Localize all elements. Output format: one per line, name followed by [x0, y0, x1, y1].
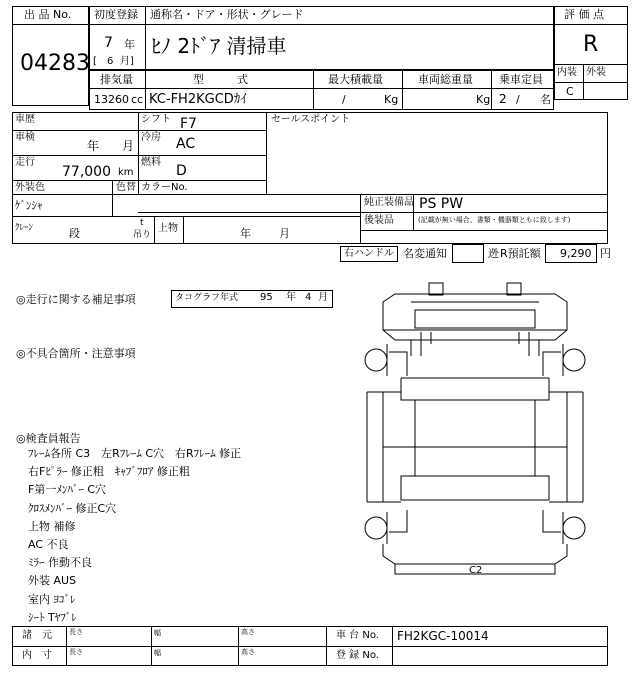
- displacement-value: 13260: [94, 93, 129, 106]
- first-reg-month-unit: 月]: [120, 56, 134, 67]
- first-reg-year: 7: [104, 35, 113, 51]
- interior-score: C: [566, 85, 574, 98]
- recycle-amount: 9,290: [560, 247, 592, 260]
- inner-label: 内 寸: [22, 650, 52, 661]
- yen-unit: 円: [600, 247, 611, 260]
- fuel-value: D: [176, 163, 187, 179]
- model-label: 型 式: [193, 73, 248, 86]
- body-month-unit: 月: [279, 227, 290, 240]
- tacho-label: タコグラフ年式: [175, 293, 239, 303]
- after-label: 後装品: [364, 215, 394, 226]
- gross-weight-label: 車両総重量: [418, 73, 473, 86]
- lot-number: 04283: [20, 51, 90, 76]
- mileage-value: 77,000: [62, 164, 111, 180]
- first-reg-month: 6: [107, 56, 114, 67]
- crane-t: t: [140, 218, 144, 228]
- inspector-report-line: 外装 AUS: [28, 574, 77, 588]
- tacho-month: 4: [305, 292, 312, 303]
- chassis-value: FH2KGC-10014: [397, 629, 489, 643]
- load-label: 最大積載量: [328, 73, 383, 86]
- inspection-label: 車検: [15, 132, 35, 143]
- chassis-label: 車 台 No.: [336, 630, 379, 641]
- driving-notes-label: ◎走行に関する補足事項: [16, 293, 136, 306]
- inspection-year-unit: 年: [87, 139, 100, 153]
- crane-label: ｸﾚｰﾝ: [15, 223, 34, 233]
- inspector-report-line: F第一ﾒﾝﾊﾞｰ C穴: [28, 483, 107, 497]
- tacho-year-unit: 年: [286, 292, 296, 303]
- history-label: 車歴: [15, 114, 35, 125]
- inspector-report-line: 上物 補修: [28, 519, 76, 533]
- height-label-2: 高さ: [241, 648, 255, 656]
- capacity-slash: /: [516, 93, 520, 106]
- capacity-unit: 名: [540, 93, 551, 106]
- interior-label: 内装: [557, 67, 577, 78]
- inspector-report-line: ﾌﾚｰﾑ各所 C3 左Rﾌﾚｰﾑ C穴 右Rﾌﾚｰﾑ 修正: [28, 447, 242, 460]
- inspector-report-line: ｸﾛｽﾒﾝﾊﾞｰ 修正C穴: [28, 501, 117, 515]
- width-label-2: 幅: [154, 649, 161, 657]
- vehicle-name: ﾋﾉ 2ﾄﾞｱ 清掃車: [151, 34, 287, 58]
- shift-value: F7: [180, 116, 197, 132]
- lot-label: 出 品 No.: [24, 8, 72, 21]
- mileage-unit: km: [118, 167, 134, 178]
- mileage-label: 走行: [15, 157, 35, 168]
- model-value: KC-FH2KGCDｶｲ: [149, 92, 247, 107]
- capacity-label: 乗車定員: [499, 73, 543, 86]
- ac-label: 冷房: [141, 132, 161, 143]
- height-label-1: 高さ: [241, 628, 255, 636]
- inspector-report-line: 右Fﾋﾟﾗｰ 修正粗 ｷｬﾌﾞﾌﾛｱ 修正粗: [28, 465, 190, 479]
- crane-stage-unit: 段: [69, 227, 80, 240]
- tacho-month-unit: 月: [318, 292, 328, 303]
- first-reg-label: 初度登録: [94, 8, 138, 21]
- score-label: 評 価 点: [564, 8, 604, 21]
- body-label: 上物: [158, 223, 178, 234]
- capacity-value: 2: [499, 92, 507, 106]
- crane-suspend: 吊り: [133, 230, 152, 240]
- inspector-report-line: ｼｰﾄ Tﾔﾌﾞﾚ: [28, 610, 77, 624]
- diagram-mark-c2: C2: [469, 565, 483, 576]
- length-label-2: 長さ: [69, 648, 83, 656]
- color-value: ｹﾞﾝｼｬ: [15, 199, 43, 212]
- color-change-label: 色替: [116, 182, 136, 193]
- first-reg-bracket: [: [93, 56, 97, 67]
- inspector-report-line: AC 不良: [28, 538, 69, 551]
- grade-label: 通称名・ドア・形状・グレード: [150, 8, 304, 21]
- inspector-report-line: ﾐﾗｰ 作動不良: [28, 556, 92, 570]
- defects-label: ◎不具合箇所・注意事項: [16, 347, 136, 360]
- first-reg-year-unit: 年: [124, 38, 135, 51]
- sales-point-label: セールスポイント: [271, 114, 351, 125]
- recycle-label: R預託額: [500, 247, 541, 260]
- equip-label: 純正装備品: [364, 197, 414, 208]
- dims-label: 諸 元: [22, 630, 52, 641]
- width-label-1: 幅: [154, 629, 161, 637]
- cc-unit: cc: [131, 93, 144, 106]
- color-no-label: カラーNo.: [141, 182, 188, 193]
- after-note: (記載が無い場合、書類・機器類ともに致します): [418, 216, 571, 224]
- score-value: R: [583, 32, 599, 57]
- tacho-year: 95: [260, 292, 273, 303]
- kg-unit-2: Kg: [476, 93, 491, 106]
- reg-label: 登 録 No.: [336, 650, 379, 661]
- length-label-1: 長さ: [69, 628, 83, 636]
- name-change-box: [452, 244, 484, 263]
- body-year-unit: 年: [240, 227, 251, 240]
- recycle-mark: 迯: [488, 247, 499, 260]
- shift-label: シフト: [141, 114, 171, 125]
- displacement-label: 排気量: [100, 73, 133, 86]
- ac-value: AC: [176, 136, 196, 152]
- vehicle-diagram: [355, 272, 600, 590]
- inspector-report-line: 室内 ﾖｺﾞﾚ: [28, 592, 76, 606]
- name-change-label: 名変通知: [403, 247, 447, 260]
- fuel-label: 燃料: [141, 157, 161, 168]
- exterior-label: 外装: [586, 67, 606, 78]
- color-label: 外装色: [15, 182, 45, 193]
- kg-unit-1: Kg: [384, 93, 399, 106]
- load-slash: /: [342, 93, 346, 106]
- equip-value: PS PW: [419, 196, 464, 212]
- steering-label: 右ハンドル: [344, 248, 394, 259]
- inspector-label: ◎検査員報告: [16, 432, 81, 445]
- inspection-month-unit: 月: [122, 139, 135, 153]
